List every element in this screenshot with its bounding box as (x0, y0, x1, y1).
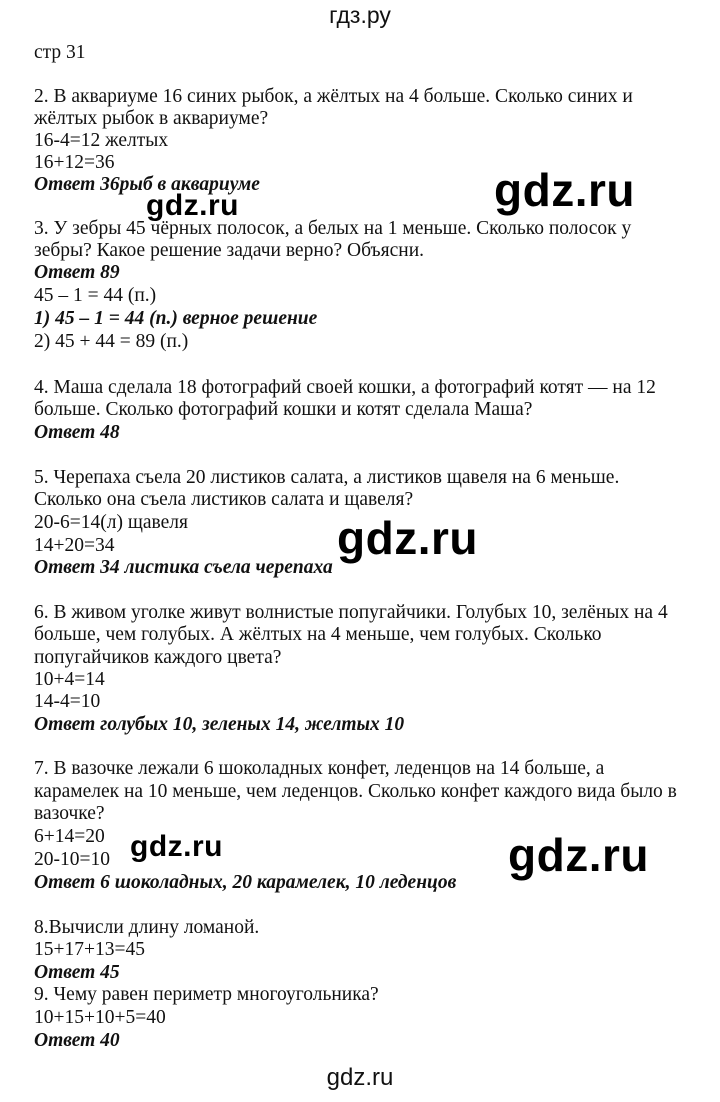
task-2-question-line-1: 2. В аквариуме 16 синих рыбок, а жёлтых на 4 больше. Сколько синих и (34, 86, 633, 107)
task-6-solution-line-2: 14-4=10 (34, 691, 101, 712)
task-3-solution-line-2: 1) 45 – 1 = 44 (п.) верное решение (34, 308, 318, 329)
site-header: гдз.ру (329, 2, 391, 28)
task-3-solution-line-1: 45 – 1 = 44 (п.) (34, 285, 157, 306)
task-5-question-line-1: 5. Черепаха съела 20 листиков салата, а листиков щавеля на 6 меньше. (34, 467, 620, 488)
task-4-answer: Ответ 48 (34, 422, 120, 443)
task-8-question-line-1: 8.Вычисли длину ломаной. (34, 917, 260, 938)
task-7-question-line-1: 7. В вазочке лежали 6 шоколадных конфет, леденцов на 14 больше, а (34, 758, 605, 779)
task-9-question-line-1: 9. Чему равен периметр многоугольника? (34, 984, 379, 1005)
task-3-question-line-1: 3. У зебры 45 чёрных полосок, а белых на 1 меньше. Сколько полосок у (34, 218, 632, 239)
task-7-answer: Ответ 6 шоколадных, 20 карамелек, 10 леденцов (34, 872, 457, 893)
watermark-top-right: gdz.ru (494, 164, 635, 216)
site-footer: gdz.ru (326, 1064, 394, 1091)
task-6-answer: Ответ голубых 10, зеленых 14, желтых 10 (34, 714, 405, 735)
task-3-solution-line-3: 2) 45 + 44 = 89 (п.) (34, 331, 189, 352)
task-4-question-line-1: 4. Маша сделала 18 фотографий своей кошки, а фотографий котят — на 12 (34, 377, 656, 398)
task-2-solution-line-2: 16+12=36 (34, 152, 115, 173)
watermark-center: gdz.ru (337, 512, 478, 564)
task-7-solution-line-2: 20-10=10 (34, 849, 110, 870)
task-6-question-line-1: 6. В живом уголке живут волнистые попугайчики. Голубых 10, зелёных на 4 (34, 602, 668, 623)
task-6-question-line-3: попугайчиков каждого цвета? (34, 647, 282, 668)
task-3-answer: Ответ 89 (34, 262, 120, 283)
watermark-bottom-right: gdz.ru (508, 829, 649, 881)
task-6-question-line-2: больше, чем голубых. А жёлтых на 4 меньше, чем голубых. Сколько (34, 624, 602, 645)
task-9-answer: Ответ 40 (34, 1030, 120, 1051)
task-7-question-line-3: вазочке? (34, 803, 105, 824)
task-5-question-line-2: Сколько она съела листиков салата и щавеля? (34, 489, 414, 510)
page-label: стр 31 (34, 42, 86, 63)
task-3-question-line-2: зебры? Какое решение задачи верно? Объясни. (34, 240, 424, 261)
task-2-question-line-2: жёлтых рыбок в аквариуме? (34, 108, 269, 129)
task-6-solution-line-1: 10+4=14 (34, 669, 105, 690)
task-2-answer: Ответ 36рыб в аквариуме (34, 174, 260, 195)
task-8-answer: Ответ 45 (34, 962, 120, 983)
watermark-small-bottom: gdz.ru (130, 830, 223, 863)
task-5-solution-line-1: 20-6=14(л) щавеля (34, 512, 188, 533)
task-8-solution-line-1: 15+17+13=45 (34, 939, 145, 960)
watermark-small-top: gdz.ru (146, 189, 239, 222)
task-7-solution-line-1: 6+14=20 (34, 826, 105, 847)
task-9-solution-line-1: 10+15+10+5=40 (34, 1007, 166, 1028)
task-5-answer: Ответ 34 листика съела черепаха (34, 557, 333, 578)
task-2-solution-line-1: 16-4=12 желтых (34, 130, 169, 151)
task-4-question-line-2: больше. Сколько фотографий кошки и котят сделала Маша? (34, 399, 533, 420)
task-7-question-line-2: карамелек на 10 меньше, чем леденцов. Сколько конфет каждого вида было в (34, 781, 677, 802)
task-5-solution-line-2: 14+20=34 (34, 535, 115, 556)
